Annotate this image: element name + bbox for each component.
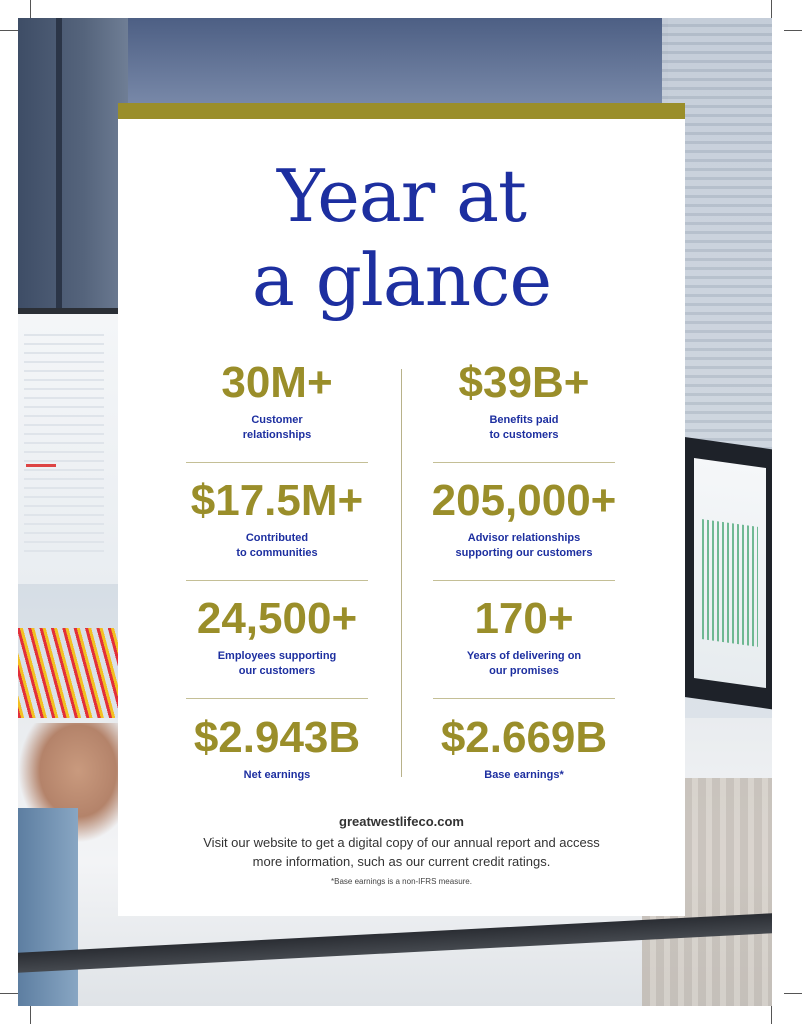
stat-label-line: Advisor relationships bbox=[467, 532, 581, 544]
column-divider bbox=[401, 369, 402, 777]
footnote: *Base earnings is a non-IFRS measure. bbox=[331, 877, 472, 886]
stat-label-line: Base earnings* bbox=[484, 769, 564, 781]
stat-label bbox=[167, 413, 387, 443]
stat-label bbox=[414, 768, 634, 783]
arm-sleeve bbox=[18, 808, 78, 1006]
office-window bbox=[18, 18, 128, 318]
row-rule bbox=[186, 462, 368, 463]
crop-mark bbox=[771, 1006, 772, 1024]
stat-employees bbox=[167, 595, 387, 679]
stat-label-line: our customers bbox=[238, 665, 316, 677]
stat-value: $2.943B bbox=[193, 713, 361, 762]
stat-label-line: to communities bbox=[236, 547, 318, 559]
stat-value: $17.5M+ bbox=[190, 476, 364, 525]
footer-description-line: Visit our website to get a digital copy of our annual report and access bbox=[203, 835, 600, 850]
crop-mark bbox=[784, 30, 802, 31]
stat-net-earnings bbox=[167, 714, 387, 783]
row-rule bbox=[186, 580, 368, 581]
crop-mark bbox=[0, 993, 18, 994]
row-rule bbox=[433, 698, 615, 699]
monitor-left bbox=[18, 308, 122, 584]
laptop-chart bbox=[702, 519, 758, 647]
stat-label-line: to customers bbox=[489, 429, 559, 441]
stat-label-line: Years of delivering on bbox=[466, 650, 582, 662]
stat-label-line: Benefits paid bbox=[489, 414, 559, 426]
crop-mark bbox=[771, 0, 772, 18]
stat-value: $39B+ bbox=[458, 358, 590, 407]
stat-value: 30M+ bbox=[221, 358, 333, 407]
stat-label-line: Employees supporting bbox=[217, 650, 337, 662]
footer-description-line: more information, such as our current credit ratings. bbox=[252, 854, 551, 869]
stat-label-line: Customer bbox=[251, 414, 303, 426]
crop-mark bbox=[30, 1006, 31, 1024]
stat-value: 205,000+ bbox=[431, 476, 617, 525]
crop-mark bbox=[0, 30, 18, 31]
stat-advisor-relationships bbox=[414, 477, 634, 561]
stat-label-line: our promises bbox=[489, 665, 559, 677]
stat-base-earnings bbox=[414, 714, 634, 783]
bar-chart-printout bbox=[18, 628, 118, 718]
stat-label bbox=[414, 531, 634, 561]
monitor-rows bbox=[24, 334, 104, 554]
stat-customer-relationships bbox=[167, 359, 387, 443]
row-rule bbox=[186, 698, 368, 699]
stat-label bbox=[167, 649, 387, 679]
crop-mark bbox=[30, 0, 31, 18]
monitor-highlight bbox=[26, 464, 56, 467]
laptop-screen bbox=[694, 458, 766, 688]
stat-label bbox=[414, 649, 634, 679]
stat-label-line: supporting our customers bbox=[455, 547, 593, 559]
stat-label-line: Contributed bbox=[245, 532, 309, 544]
row-rule bbox=[433, 462, 615, 463]
footer-description bbox=[118, 833, 685, 871]
website-link[interactable]: greatwestlifeco.com bbox=[339, 814, 464, 829]
stat-years bbox=[414, 595, 634, 679]
row-rule bbox=[433, 580, 615, 581]
stat-contributed bbox=[167, 477, 387, 561]
stat-benefits-paid bbox=[414, 359, 634, 443]
stat-label bbox=[167, 531, 387, 561]
stat-label bbox=[167, 768, 387, 783]
title-line-1: Year at bbox=[277, 154, 526, 238]
stat-value: 170+ bbox=[474, 594, 574, 643]
stat-label bbox=[414, 413, 634, 443]
window-frame bbox=[56, 18, 62, 318]
accent-bar bbox=[118, 103, 685, 119]
stat-label-line: Net earnings bbox=[243, 769, 311, 781]
stat-value: 24,500+ bbox=[196, 594, 358, 643]
info-card bbox=[118, 103, 685, 916]
title-line-2: a glance bbox=[251, 238, 552, 322]
stat-value: $2.669B bbox=[440, 713, 608, 762]
stat-label-line: relationships bbox=[242, 429, 312, 441]
crop-mark bbox=[784, 993, 802, 994]
